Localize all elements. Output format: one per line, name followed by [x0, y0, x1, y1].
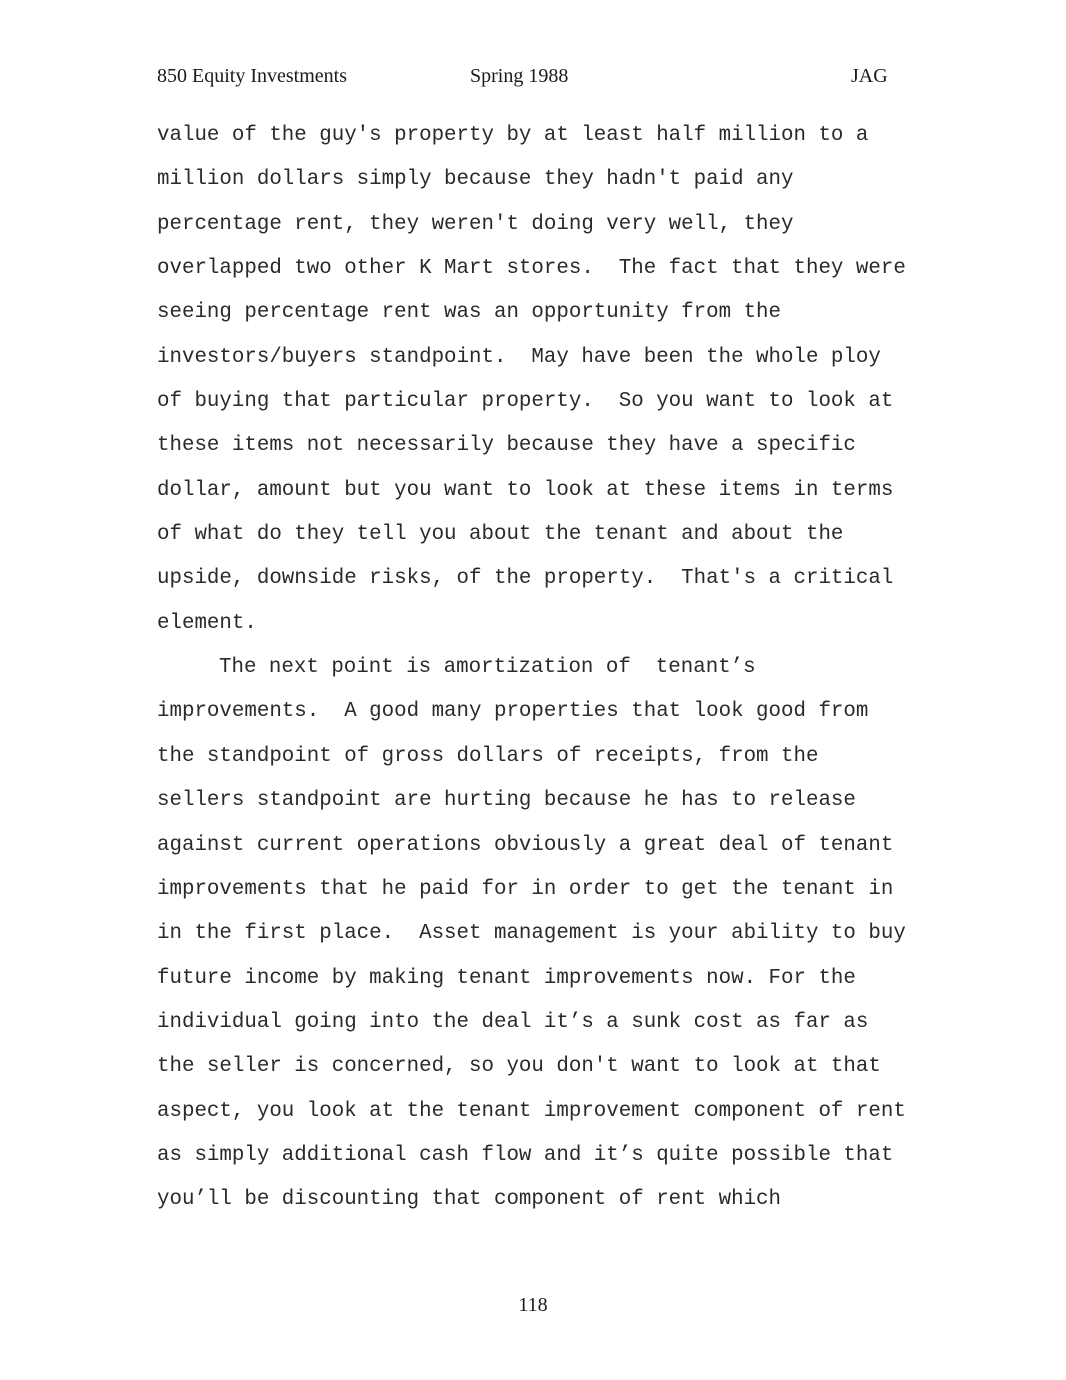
header-term: Spring 1988	[470, 65, 569, 87]
text-line: the standpoint of gross dollars of receipts, from the	[157, 744, 819, 768]
text-line: percentage rent, they weren't doing very well, they	[157, 212, 794, 236]
text-line: against current operations obviously a great deal of tenant	[157, 833, 894, 857]
text-line: sellers standpoint are hurting because he has to release	[157, 789, 856, 813]
text-line: these items not necessarily because they have a specific	[157, 434, 856, 458]
text-line: million dollars simply because they hadn't paid any	[157, 168, 794, 192]
text-line: the seller is concerned, so you don't want to look at that	[157, 1055, 881, 1079]
header-course: 850 Equity Investments	[157, 65, 347, 87]
paragraph-first-line: The next point is amortization of tenant’s	[219, 656, 756, 680]
text-line: of buying that particular property. So you want to look at	[157, 390, 894, 414]
text-line: improvements. A good many properties that look good from	[157, 700, 869, 724]
text-line: element.	[157, 611, 257, 635]
text-line: you’ll be discounting that component of rent which	[157, 1188, 782, 1212]
text-line: individual going into the deal it’s a sunk cost as far as	[157, 1010, 869, 1034]
text-line: aspect, you look at the tenant improvement component of rent	[157, 1099, 906, 1123]
page-number: 118	[518, 1294, 548, 1316]
header-initials: JAG	[851, 65, 888, 87]
text-line: in the first place. Asset management is your ability to buy	[157, 922, 906, 946]
text-line: improvements that he paid for in order to get the tenant in	[157, 877, 894, 901]
text-line: dollar, amount but you want to look at these items in terms	[157, 478, 894, 502]
text-line: seeing percentage rent was an opportunity from the	[157, 301, 782, 325]
text-line: investors/buyers standpoint. May have been the whole ploy	[157, 345, 881, 369]
text-line: overlapped two other K Mart stores. The fact that they were	[157, 257, 906, 281]
text-line: value of the guy's property by at least half million to a	[157, 124, 869, 147]
body-text	[157, 114, 917, 1223]
text-line: of what do they tell you about the tenant and about the	[157, 523, 844, 547]
text-line: upside, downside risks, of the property. That's a critical	[157, 567, 894, 591]
text-line: future income by making tenant improvements now. For the	[157, 966, 856, 990]
text-line: as simply additional cash flow and it’s quite possible that	[157, 1143, 894, 1167]
